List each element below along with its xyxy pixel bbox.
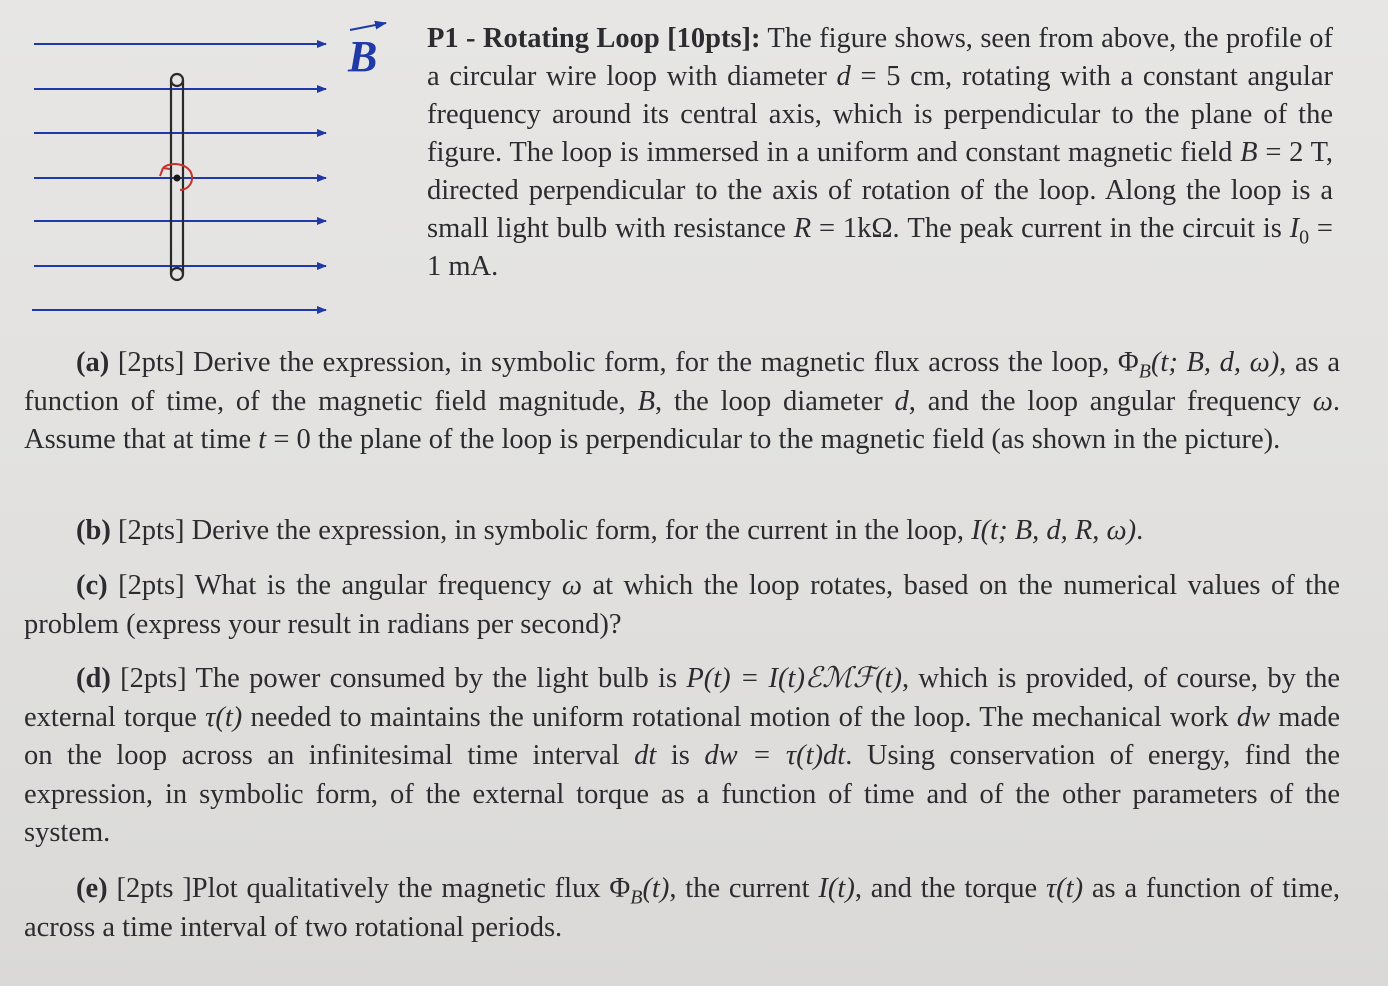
rotating-loop-figure xyxy=(20,18,400,328)
part-label: (d) xyxy=(76,663,111,694)
part-text: is xyxy=(656,740,705,771)
field-symbol: B xyxy=(348,32,378,81)
part-text: as a function of time, across a time interval of two rotational periods. xyxy=(24,873,1341,943)
part-text: Plot qualitatively the magnetic flux xyxy=(191,873,610,904)
part-text: , the loop diameter xyxy=(655,385,895,417)
math-expr: dw xyxy=(1236,701,1270,733)
var-R: R xyxy=(793,213,812,244)
part-c xyxy=(24,567,1340,644)
part-text: The power consumed by the light bulb is xyxy=(186,663,687,694)
var-d: d xyxy=(836,61,851,92)
part-a xyxy=(24,344,1340,460)
part-text: made on the loop across an infinitesimal time interval xyxy=(24,701,1340,771)
part-points: [2pts] xyxy=(109,347,185,378)
var-d: d xyxy=(894,385,909,417)
math-expr: dt xyxy=(634,740,657,771)
part-label: (c) xyxy=(76,570,108,601)
var-t: t xyxy=(258,424,267,455)
math-expr: τ(t) xyxy=(205,701,243,733)
part-text: Derive the expression, in symbolic form, for the current in the loop, xyxy=(184,515,972,546)
part-label: (a) xyxy=(76,347,110,378)
part-points: [2pts] xyxy=(110,515,185,546)
intro-text: = 1kΩ. The peak current in the circuit is xyxy=(811,213,1290,244)
part-text: = 0 the plane of the loop is perpendicular to the magnetic field (as shown in the picture). xyxy=(266,424,1281,455)
part-text: at which the loop rotates, based on the numerical values of the problem (express your result in radians per second)? xyxy=(24,570,1340,640)
math-expr: dw = τ(t)dt xyxy=(704,740,846,771)
problem-title: P1 - Rotating Loop [10pts]: xyxy=(427,23,761,54)
symbol-phi: Φ xyxy=(1117,347,1139,378)
var-omega: ω xyxy=(561,570,582,601)
var-I: I xyxy=(1289,213,1300,244)
field-vector-label xyxy=(347,23,386,81)
var-omega: ω xyxy=(1312,385,1333,417)
var-B: B xyxy=(1240,137,1258,168)
intro-text: The figure shows, seen from above, the profile of a circular wire loop with diameter xyxy=(427,23,1333,92)
part-points: [2pts ] xyxy=(107,873,192,904)
part-label: (e) xyxy=(76,873,108,904)
part-text: Derive the expression, in symbolic form, for the magnetic flux across the loop, xyxy=(184,347,1118,378)
part-text: . Using conservation of energy, find the expression, in symbolic form, of the external torque as a function of time and of the other parameters of the system. xyxy=(24,740,1340,848)
part-d xyxy=(24,660,1340,853)
subscript: B xyxy=(1138,360,1151,383)
part-points: [2pts] xyxy=(107,570,185,601)
part-b xyxy=(24,512,1340,551)
math-expr: I(t; B, d, R, ω) xyxy=(971,515,1137,546)
subscript: 0 xyxy=(1299,226,1310,249)
part-e xyxy=(24,870,1340,947)
part-text: . Assume that at time xyxy=(24,385,1340,455)
part-points: [2pts] xyxy=(110,663,187,694)
part-text: , as a function of time, of the magnetic field magnitude, xyxy=(24,347,1340,417)
part-text: . xyxy=(1136,515,1144,546)
math-expr: (t; B, d, ω) xyxy=(1150,347,1280,378)
part-text: , and the torque xyxy=(854,873,1046,904)
math-expr: I(t) xyxy=(818,873,855,904)
math-expr: P(t) = I(t)ℰℳℱ(t) xyxy=(686,663,902,694)
part-text: , which is provided, of course, by the external torque xyxy=(24,663,1340,733)
part-text: What is the angular frequency xyxy=(184,570,562,601)
intro-text: = 5 cm, rotating with a constant angular frequency around its central axis, which is perpendicular to the plane of the figure. The loop is immersed in a uniform and constant magnetic field xyxy=(427,61,1333,168)
part-text: , the current xyxy=(669,873,819,904)
intro-text: = 2 T, directed perpendicular to the axis of rotation of the loop. Along the loop is a small light bulb with resistance xyxy=(427,137,1333,244)
part-label: (b) xyxy=(76,515,111,546)
problem-intro xyxy=(427,20,1333,286)
var-B: B xyxy=(637,385,656,417)
intro-text: = 1 mA. xyxy=(427,213,1334,282)
part-text: , and the loop angular frequency xyxy=(908,385,1313,417)
symbol-phi: Φ xyxy=(609,873,631,904)
math-expr: (t) xyxy=(642,873,670,904)
subscript: B xyxy=(630,886,643,909)
math-expr: τ(t) xyxy=(1045,873,1084,904)
part-text: needed to maintains the uniform rotational motion of the loop. The mechanical work xyxy=(242,701,1237,733)
